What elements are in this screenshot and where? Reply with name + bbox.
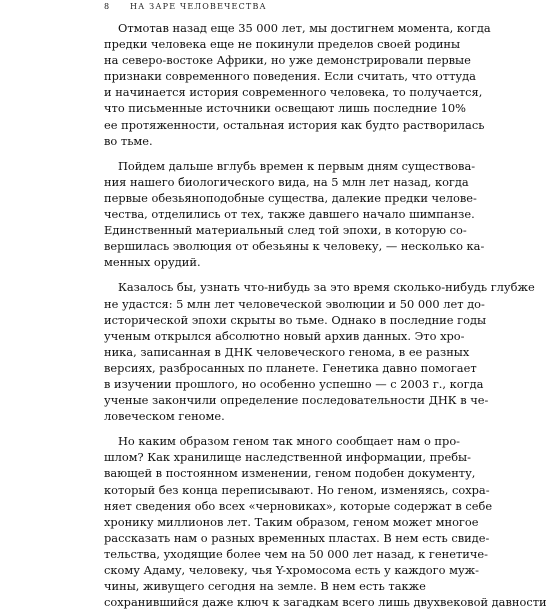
paragraph-spacer bbox=[104, 149, 398, 158]
text-line: и начинается история современного человека, то получается, bbox=[104, 85, 483, 100]
text-line: рассказать нам о разных временных пластах. В нем есть свиде- bbox=[104, 530, 490, 545]
paragraph bbox=[104, 279, 535, 424]
text-line: Казалось бы, узнать что-нибудь за это время сколько-нибудь глубже bbox=[118, 280, 535, 295]
text-line: версиях, разбросанных по планете. Генетика давно помогает bbox=[104, 360, 477, 375]
text-line: Но каким образом геном так много сообщает нам о про- bbox=[118, 434, 461, 449]
paragraph bbox=[104, 433, 547, 610]
text-line: ловеческом геноме. bbox=[104, 409, 225, 424]
text-line: хронику миллионов лет. Таким образом, геном может многое bbox=[104, 514, 479, 529]
text-line: скому Адаму, человеку, чья Y-хромосома есть у каждого муж- bbox=[104, 563, 479, 577]
running-title: НА ЗАРЕ ЧЕЛОВЕЧЕСТВА bbox=[130, 2, 267, 11]
paragraph bbox=[104, 158, 485, 271]
text-line: няет сведения обо всех «черновиках», которые содержат в себе bbox=[104, 498, 493, 513]
paragraph-spacer bbox=[104, 424, 398, 433]
body-text bbox=[104, 20, 547, 610]
text-line: первые обезьяноподобные существа, далекие предки челове- bbox=[104, 190, 477, 205]
paragraph-spacer bbox=[104, 270, 398, 279]
text-line: предки человека еще не покинули пределов своей родины bbox=[104, 37, 461, 52]
text-line: ее протяженности, остальная история как будто растворилась bbox=[104, 117, 485, 132]
text-line: во тьме. bbox=[104, 133, 153, 148]
text-line: на северо-востоке Африки, но уже демонстрировали первые bbox=[104, 53, 471, 68]
page-number: 8 bbox=[104, 2, 111, 11]
text-line: ника, записанная в ДНК человеческого генома, в ее разных bbox=[104, 344, 470, 359]
text-line: Отмотав назад еще 35 000 лет, мы достигнем момента, когда bbox=[118, 21, 491, 35]
text-line: который без конца переписывают. Но геном, изменяясь, сохра- bbox=[104, 482, 490, 497]
text-line: сохранившийся даже ключ к загадкам всего лишь двухвековой давности bbox=[104, 595, 547, 610]
text-line: ученые закончили определение последовательности ДНК в че- bbox=[104, 393, 489, 408]
text-line: признаки современного поведения. Если считать, что оттуда bbox=[104, 69, 476, 84]
text-line: менных орудий. bbox=[104, 255, 201, 270]
text-line: чины, живущего сегодня на земле. В нем есть также bbox=[104, 579, 426, 594]
text-line: ния нашего биологического вида, на 5 млн лет назад, когда bbox=[104, 174, 469, 189]
text-line: не удастся: 5 млн лет человеческой эволюции и 50 000 лет до- bbox=[104, 296, 485, 311]
text-line: Пойдем дальше вглубь времен к первым дням существова- bbox=[118, 158, 476, 173]
text-line: чества, отделились от тех, также давшего начало шимпанзе. bbox=[104, 207, 475, 222]
paragraph bbox=[104, 20, 491, 149]
text-line: в изучении прошлого, но особенно успешно — с 2003 г., когда bbox=[104, 376, 484, 391]
text-line: исторической эпохи скрыты во тьме. Однако в последние годы bbox=[104, 312, 487, 327]
text-line: шлом? Как хранилище наследственной информации, пребы- bbox=[104, 450, 471, 465]
text-line: ученым открылся абсолютно новый архив данных. Это хро- bbox=[104, 328, 465, 343]
text-line: тельства, уходящие более чем на 50 000 лет назад, к генетиче- bbox=[104, 546, 488, 561]
text-line: что письменные источники освещают лишь последние 10% bbox=[104, 101, 466, 116]
text-line: вершилась эволюция от обезьяны к человеку, — несколько ка- bbox=[104, 239, 485, 254]
text-line: вающей в постоянном изменении, геном подобен документу, bbox=[104, 466, 476, 481]
page-header bbox=[104, 2, 396, 16]
text-line: Единственный материальный след той эпохи, в которую со- bbox=[104, 223, 467, 238]
